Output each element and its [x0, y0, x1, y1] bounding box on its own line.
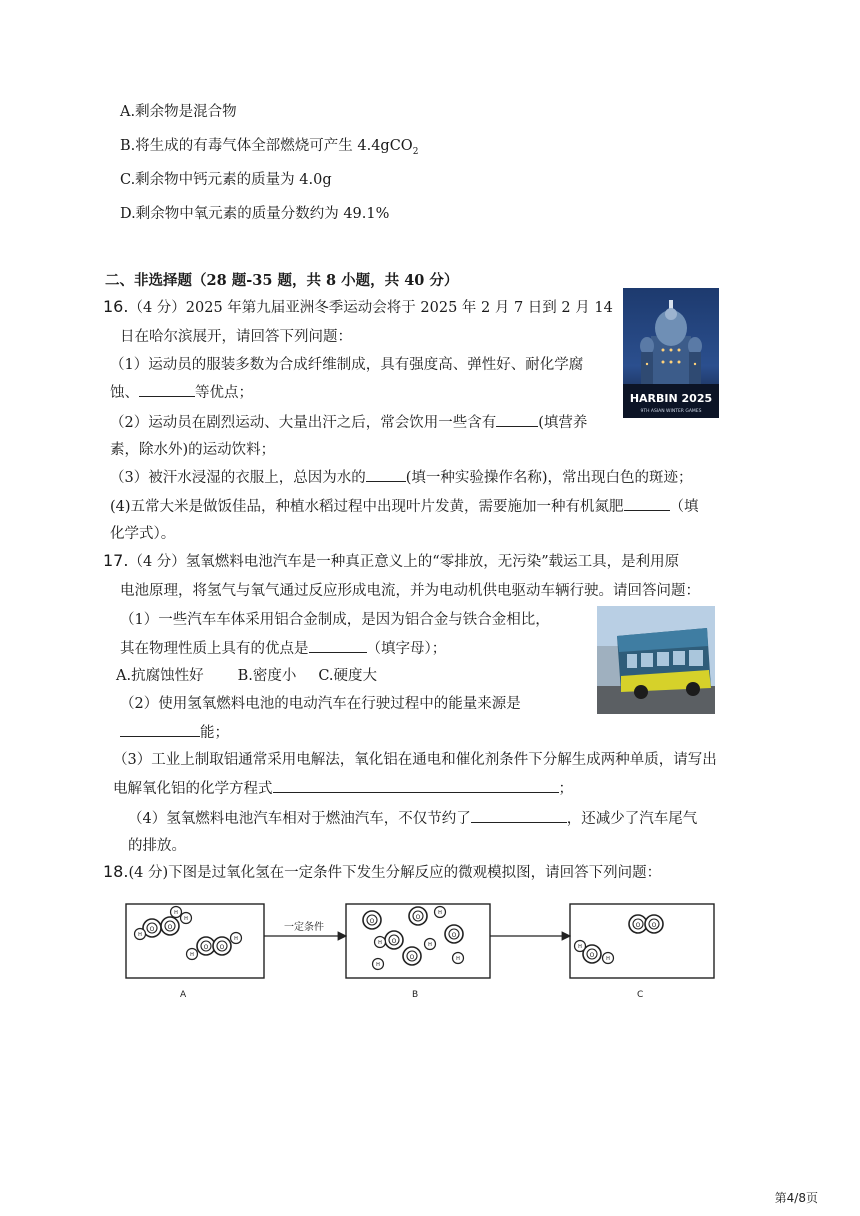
answer-blank[interactable] [273, 778, 559, 793]
q17-number: 17. [103, 551, 129, 570]
q17-part2a: （2）使用氢氧燃料电池的电动汽车在行驶过程中的能量来源是 [120, 696, 521, 712]
oxygen-atom-label: O [219, 944, 225, 951]
oxygen-atom-label: O [589, 952, 595, 959]
q15-option-c: C.剩余物中钙元素的质量为 4.0g [120, 172, 332, 188]
q17-part2b [120, 722, 229, 743]
q16-part4b: 化学式）。 [110, 526, 176, 542]
q17-part4a-pre: （4）氢氧燃料电池汽车相对于燃油汽车，不仅节约了 [128, 811, 471, 827]
panel-a-box [126, 904, 264, 978]
q17-part4a-post: ，还减少了汽车尾气 [566, 811, 698, 827]
oxygen-atom-label: O [167, 924, 173, 931]
hydrogen-atom-label: H [456, 956, 460, 963]
q16-part2b: 素，除水外)的运动饮料； [110, 442, 276, 458]
q17-part4b: 的排放。 [128, 838, 186, 854]
q17-line2: 电池原理，将氢气与氧气通过反应形成电流，并为电动机供电驱动车辆行驶。请回答问题： [120, 583, 700, 599]
panel-a-label: A [180, 990, 187, 1000]
q16-part4a-post: （填 [669, 499, 699, 515]
answer-blank[interactable] [496, 412, 538, 427]
molecule-group [135, 907, 664, 970]
q17-part3b-post: ； [558, 781, 573, 797]
hydrogen-atom-label: H [184, 916, 188, 923]
poster-subtitle: 9TH ASIAN WINTER GAMES [640, 409, 702, 414]
q16-part3-pre: （3）被汗水浸湿的衣服上，总因为水的 [110, 470, 366, 486]
q16-part2a-post: (填营养 [538, 415, 588, 431]
oxygen-atom-label: O [635, 922, 641, 929]
oxygen-atom-label: O [451, 932, 457, 939]
page-number: 第4/8页 [774, 1191, 818, 1205]
oxygen-atom-label: O [409, 954, 415, 961]
q17-part1b-post: （填字母）； [366, 641, 447, 657]
oxygen-atom-label: O [391, 938, 397, 945]
decomposition-diagram [122, 892, 722, 1002]
q18-number: 18. [103, 862, 129, 881]
q17-part1a: （1）一些汽车车体采用铝合金制成，是因为铝合金与铁合金相比， [120, 612, 550, 628]
hydrogen-atom-label: H [438, 910, 442, 917]
q17-part1b [120, 638, 446, 659]
answer-blank[interactable] [624, 496, 670, 511]
answer-blank[interactable] [471, 808, 567, 823]
answer-blank[interactable] [120, 722, 200, 737]
hydrogen-atom-label: H [376, 962, 380, 969]
oxygen-atom-label: O [415, 914, 421, 921]
section2-header: 二、非选择题（28 题-35 题，共 8 小题，共 40 分） [105, 272, 459, 289]
q17-part1b-pre: 其在物理性质上具有的优点是 [120, 641, 309, 657]
q16-part3 [110, 467, 693, 488]
q16-part4a [110, 496, 699, 517]
oxygen-atom-label: O [203, 944, 209, 951]
q17-line1-text: （4 分）氢氧燃料电池汽车是一种真正意义上的“零排放，无污染”载运工具，是利用原 [128, 554, 680, 570]
harbin-2025-poster [623, 288, 719, 418]
hydrogen-atom-label: H [234, 936, 238, 943]
answer-blank[interactable] [139, 382, 195, 397]
answer-blank[interactable] [366, 467, 406, 482]
hydrogen-bus-photo [597, 606, 715, 714]
q15-option-d: D.剩余物中氧元素的质量分数约为 49.1% [120, 206, 390, 222]
q16-line2: 日在哈尔滨展开，请回答下列问题： [120, 329, 352, 345]
q17-part4a [128, 808, 697, 829]
hydrogen-atom-label: H [190, 952, 194, 959]
panel-c-label: C [637, 990, 644, 1000]
panel-b-label: B [412, 990, 419, 1000]
q16-part1b [110, 382, 253, 403]
q16-part1a: （1）运动员的服装多数为合成纤维制成，具有强度高、弹性好、耐化学腐 [110, 357, 584, 373]
q17-choice-a: A.抗腐蚀性好 [116, 668, 204, 684]
q17-choice-c: C.硬度大 [318, 668, 378, 684]
q15-option-b [120, 136, 418, 162]
q18-line1 [103, 862, 661, 883]
oxygen-atom-label: O [149, 926, 155, 933]
q17-choices [116, 666, 377, 686]
q16-part2a-pre: （2）运动员在剧烈运动、大量出汗之后，常会饮用一些含有 [110, 415, 497, 431]
q16-line1-text: （4 分）2025 年第九届亚洲冬季运动会将于 2025 年 2 月 7 日到 2 月 14 [128, 300, 613, 316]
oxygen-atom-label: O [369, 918, 375, 925]
q16-part1b-post: 等优点； [195, 385, 253, 401]
q16-part3-post: (填一种实验操作名称)，常出现白色的斑迹； [405, 470, 693, 486]
hydrogen-atom-label: H [174, 910, 178, 917]
poster-title: HARBIN 2025 [629, 392, 713, 405]
q15-option-b-subscript: 2 [412, 146, 419, 157]
q17-choice-b: B.密度小 [237, 668, 297, 684]
q17-part2b-post: 能； [200, 725, 229, 741]
q16-number: 16. [103, 297, 129, 316]
q16-part2a [110, 412, 587, 433]
hydrogen-atom-label: H [428, 942, 432, 949]
q17-part3b [113, 778, 573, 799]
q15-option-a: A.剩余物是混合物 [120, 104, 237, 120]
hydrogen-atom-label: H [578, 944, 582, 951]
hydrogen-atom-label: H [138, 932, 142, 939]
q16-line1 [103, 297, 613, 318]
oxygen-atom-label: O [651, 922, 657, 929]
hydrogen-atom-label: H [378, 940, 382, 947]
q17-part3a: （3）工业上制取铝通常采用电解法，氧化铝在通电和催化剂条件下分解生成两种单质，请写出 [113, 752, 717, 768]
arrow-label: 一定条件 [284, 922, 324, 933]
q16-part1b-pre: 蚀、 [110, 385, 139, 401]
q17-line1 [103, 551, 679, 572]
q18-line1-text: (4 分)下图是过氧化氢在一定条件下发生分解反应的微观模拟图，请回答下列问题： [128, 865, 662, 881]
q17-part3b-pre: 电解氧化铝的化学方程式 [113, 781, 273, 797]
hydrogen-atom-label: H [606, 956, 610, 963]
answer-blank[interactable] [309, 638, 367, 653]
q16-part4a-pre: (4)五常大米是做饭佳品，种植水稻过程中出现叶片发黄，需要施加一种有机氮肥 [110, 499, 624, 515]
q15-option-b-text: B.将生成的有毒气体全部燃烧可产生 4.4gCO [120, 138, 413, 154]
